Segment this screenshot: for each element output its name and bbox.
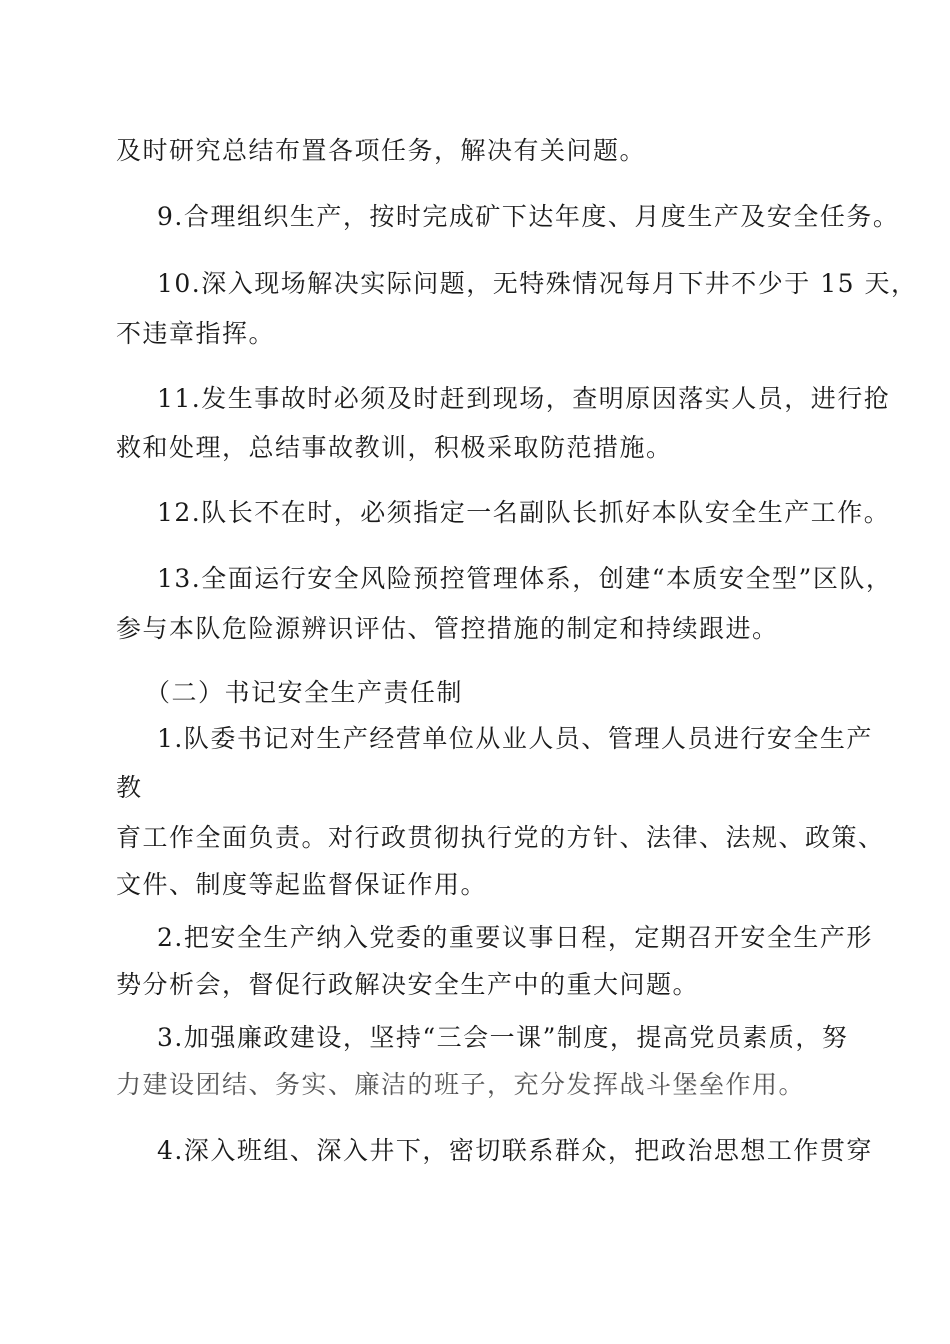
text-line-18: 力建设团结、务实、廉洁的班子，充分发挥战斗堡垒作用。 — [116, 1070, 806, 1099]
text-line-4: 不违章指挥。 — [116, 319, 276, 348]
text-line-6: 救和处理，总结事故教训，积极采取防范措施。 — [116, 433, 673, 462]
text-line-12: 教 — [116, 773, 143, 802]
text-line-8: 13.全面运行安全风险预控管理体系，创建“本质安全型”区队， — [157, 564, 893, 593]
text-line-14: 文件、制度等起监督保证作用。 — [116, 870, 488, 899]
text-line-3: 10.深入现场解决实际问题，无特殊情况每月下井不少于 15 天， — [157, 269, 918, 298]
text-line-15: 2.把安全生产纳入党委的重要议事日程，定期召开安全生产形 — [157, 923, 873, 952]
text-line-13: 育工作全面负责。对行政贯彻执行党的方针、法律、法规、政策、 — [116, 823, 885, 852]
text-line-19: 4.深入班组、深入井下，密切联系群众，把政治思想工作贯穿 — [157, 1136, 873, 1165]
text-line-2: 9.合理组织生产，按时完成矿下达年度、月度生产及安全任务。 — [157, 202, 900, 231]
text-line-9: 参与本队危险源辨识评估、管控措施的制定和持续跟进。 — [116, 614, 779, 643]
text-line-7: 12.队长不在时，必须指定一名副队长抓好本队安全生产工作。 — [157, 498, 891, 527]
text-line-11: 1.队委书记对生产经营单位从业人员、管理人员进行安全生产 — [157, 724, 873, 753]
text-line-5: 11.发生事故时必须及时赶到现场，查明原因落实人员，进行抢 — [157, 384, 891, 413]
text-line-17: 3.加强廉政建设，坚持“三会一课”制度，提高党员素质，努 — [157, 1023, 849, 1052]
section-heading: （二）书记安全生产责任制 — [145, 678, 464, 707]
text-line-16: 势分析会，督促行政解决安全生产中的重大问题。 — [116, 970, 700, 999]
text-line-1: 及时研究总结布置各项任务，解决有关问题。 — [116, 136, 647, 165]
